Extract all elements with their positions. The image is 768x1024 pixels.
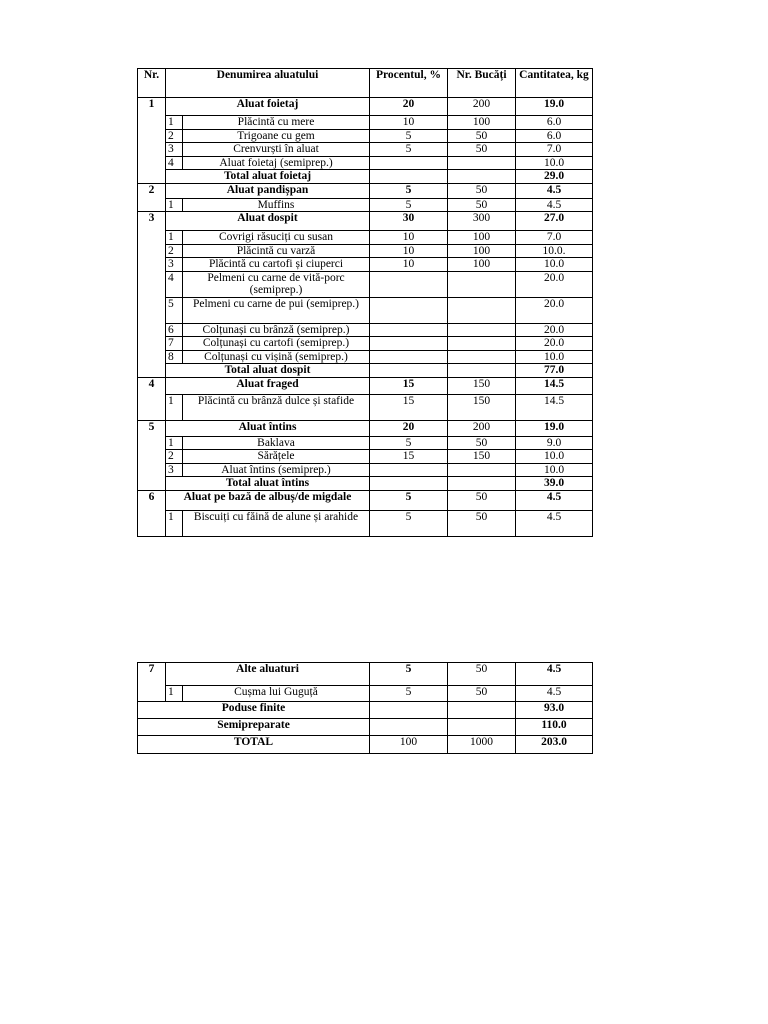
- item-number: 1: [166, 198, 183, 212]
- item-percent: 5: [370, 686, 448, 702]
- item-name: Biscuiți cu făină de alune și arahide: [183, 510, 370, 536]
- item-number: 2: [166, 244, 183, 258]
- item-pieces: 100: [448, 258, 516, 272]
- item-number: 1: [166, 231, 183, 245]
- item-name: Plăcintă cu brânză dulce și stafide: [183, 394, 370, 420]
- item-percent: 5: [370, 129, 448, 143]
- item-quantity: 20.0: [516, 337, 593, 351]
- item-percent: [370, 297, 448, 323]
- item-percent: [370, 323, 448, 337]
- item-quantity: 10.0: [516, 156, 593, 170]
- item-number: 2: [166, 450, 183, 464]
- total-pieces: [448, 477, 516, 491]
- group-pieces: 300: [448, 212, 516, 231]
- group-row: [138, 98, 593, 116]
- item-name: Colțunași cu cartofi (semiprep.): [183, 337, 370, 351]
- item-percent: [370, 156, 448, 170]
- item-number: 7: [166, 337, 183, 351]
- item-percent: 10: [370, 258, 448, 272]
- group-number: 7: [138, 663, 166, 702]
- item-percent: 15: [370, 450, 448, 464]
- item-pieces: 50: [448, 129, 516, 143]
- summary-pieces: 1000: [448, 736, 516, 754]
- group-quantity: 19.0: [516, 98, 593, 116]
- item-row: [138, 450, 593, 464]
- item-name: Muffins: [183, 198, 370, 212]
- summary-label: Poduse finite: [138, 702, 370, 719]
- item-quantity: 7.0: [516, 231, 593, 245]
- item-pieces: 50: [448, 686, 516, 702]
- item-name: Colțunași cu brânză (semiprep.): [183, 323, 370, 337]
- item-pieces: 50: [448, 198, 516, 212]
- item-row: [138, 116, 593, 130]
- item-name: Aluat întins (semiprep.): [183, 463, 370, 477]
- item-row: [138, 244, 593, 258]
- summary-row: [138, 719, 593, 736]
- group-pieces: 50: [448, 490, 516, 510]
- item-name: Colțunași cu vișină (semiprep.): [183, 350, 370, 364]
- item-pieces: [448, 156, 516, 170]
- total-percent: [370, 364, 448, 378]
- item-name: Plăcintă cu varză: [183, 244, 370, 258]
- header-quantity: Cantitatea, kg: [516, 69, 593, 98]
- item-percent: [370, 463, 448, 477]
- summary-row: [138, 736, 593, 754]
- group-pieces: 200: [448, 420, 516, 436]
- group-quantity: 4.5: [516, 490, 593, 510]
- total-pieces: [448, 170, 516, 184]
- item-pieces: [448, 323, 516, 337]
- group-name: Aluat întins: [166, 420, 370, 436]
- item-pieces: 50: [448, 510, 516, 536]
- group-name: Alte aluaturi: [166, 663, 370, 686]
- item-percent: [370, 271, 448, 297]
- item-pieces: 50: [448, 143, 516, 157]
- item-number: 1: [166, 116, 183, 130]
- group-quantity: 14.5: [516, 377, 593, 394]
- item-percent: 5: [370, 143, 448, 157]
- item-number: 5: [166, 297, 183, 323]
- item-name: Aluat foietaj (semiprep.): [183, 156, 370, 170]
- summary-quantity: 93.0: [516, 702, 593, 719]
- summary-label: Semipreparate: [138, 719, 370, 736]
- item-number: 3: [166, 463, 183, 477]
- item-quantity: 4.5: [516, 510, 593, 536]
- item-name: Covrigi răsuciți cu susan: [183, 231, 370, 245]
- item-name: Crenvurști în aluat: [183, 143, 370, 157]
- group-number: 6: [138, 490, 166, 536]
- item-number: 3: [166, 143, 183, 157]
- item-number: 1: [166, 510, 183, 536]
- total-pieces: [448, 364, 516, 378]
- item-row: [138, 463, 593, 477]
- item-row: [138, 436, 593, 450]
- group-quantity: 4.5: [516, 183, 593, 198]
- group-percent: 30: [370, 212, 448, 231]
- item-row: [138, 198, 593, 212]
- header-name: Denumirea aluatului: [166, 69, 370, 98]
- item-name: Trigoane cu gem: [183, 129, 370, 143]
- item-quantity: 10.0: [516, 450, 593, 464]
- total-label: Total aluat dospit: [166, 364, 370, 378]
- item-pieces: 100: [448, 231, 516, 245]
- item-pieces: [448, 297, 516, 323]
- item-percent: [370, 350, 448, 364]
- group-number: 3: [138, 212, 166, 378]
- item-name: Baklava: [183, 436, 370, 450]
- item-percent: 5: [370, 510, 448, 536]
- item-row: [138, 129, 593, 143]
- item-number: 4: [166, 156, 183, 170]
- item-quantity: 10.0: [516, 258, 593, 272]
- item-pieces: 50: [448, 436, 516, 450]
- item-percent: [370, 337, 448, 351]
- group-pieces: 50: [448, 663, 516, 686]
- summary-pieces: [448, 719, 516, 736]
- item-row: [138, 350, 593, 364]
- total-row: [138, 477, 593, 491]
- group-row: [138, 663, 593, 686]
- group-row: [138, 420, 593, 436]
- summary-percent: [370, 719, 448, 736]
- item-pieces: [448, 271, 516, 297]
- item-quantity: 20.0: [516, 297, 593, 323]
- group-number: 1: [138, 98, 166, 184]
- group-row: [138, 212, 593, 231]
- group-percent: 15: [370, 377, 448, 394]
- dough-table-continued: [137, 662, 593, 754]
- item-name: Plăcintă cu mere: [183, 116, 370, 130]
- item-percent: 15: [370, 394, 448, 420]
- group-name: Aluat dospit: [166, 212, 370, 231]
- item-row: [138, 297, 593, 323]
- item-pieces: 150: [448, 450, 516, 464]
- group-pieces: 200: [448, 98, 516, 116]
- total-quantity: 77.0: [516, 364, 593, 378]
- group-percent: 5: [370, 490, 448, 510]
- header-pieces: Nr. Bucăți: [448, 69, 516, 98]
- header-row: [138, 69, 593, 98]
- item-quantity: 10.0: [516, 463, 593, 477]
- group-number: 5: [138, 420, 166, 490]
- item-number: 1: [166, 394, 183, 420]
- summary-quantity: 203.0: [516, 736, 593, 754]
- item-quantity: 4.5: [516, 198, 593, 212]
- group-number: 2: [138, 183, 166, 212]
- item-name: Plăcintă cu cartofi și ciuperci: [183, 258, 370, 272]
- item-quantity: 7.0: [516, 143, 593, 157]
- group-quantity: 27.0: [516, 212, 593, 231]
- item-row: [138, 143, 593, 157]
- item-number: 6: [166, 323, 183, 337]
- group-quantity: 19.0: [516, 420, 593, 436]
- item-row: [138, 337, 593, 351]
- item-quantity: 20.0: [516, 323, 593, 337]
- group-percent: 20: [370, 420, 448, 436]
- item-pieces: 100: [448, 244, 516, 258]
- item-quantity: 20.0: [516, 271, 593, 297]
- total-percent: [370, 170, 448, 184]
- total-quantity: 29.0: [516, 170, 593, 184]
- total-percent: [370, 477, 448, 491]
- item-row: [138, 394, 593, 420]
- item-percent: 10: [370, 116, 448, 130]
- total-quantity: 39.0: [516, 477, 593, 491]
- group-row: [138, 490, 593, 510]
- item-row: [138, 156, 593, 170]
- item-number: 4: [166, 271, 183, 297]
- item-name: Pelmeni cu carne de vită-porc (semiprep.): [183, 271, 370, 297]
- total-row: [138, 364, 593, 378]
- item-quantity: 6.0: [516, 129, 593, 143]
- item-pieces: 100: [448, 116, 516, 130]
- summary-quantity: 110.0: [516, 719, 593, 736]
- group-pieces: 150: [448, 377, 516, 394]
- header-nr: Nr.: [138, 69, 166, 98]
- item-quantity: 14.5: [516, 394, 593, 420]
- item-pieces: 150: [448, 394, 516, 420]
- item-pieces: [448, 463, 516, 477]
- group-pieces: 50: [448, 183, 516, 198]
- group-percent: 5: [370, 663, 448, 686]
- group-name: Aluat fraged: [166, 377, 370, 394]
- item-name: Pelmeni cu carne de pui (semiprep.): [183, 297, 370, 323]
- item-pieces: [448, 350, 516, 364]
- item-percent: 5: [370, 436, 448, 450]
- item-quantity: 6.0: [516, 116, 593, 130]
- item-name: Cușma lui Guguță: [183, 686, 370, 702]
- item-quantity: 10.0: [516, 350, 593, 364]
- item-number: 1: [166, 686, 183, 702]
- total-label: Total aluat foietaj: [166, 170, 370, 184]
- item-percent: 5: [370, 198, 448, 212]
- total-label: Total aluat întins: [166, 477, 370, 491]
- item-pieces: [448, 337, 516, 351]
- summary-label: TOTAL: [138, 736, 370, 754]
- item-quantity: 4.5: [516, 686, 593, 702]
- header-percent: Procentul, %: [370, 69, 448, 98]
- dough-table: [137, 68, 593, 537]
- item-number: 1: [166, 436, 183, 450]
- group-percent: 20: [370, 98, 448, 116]
- group-row: [138, 377, 593, 394]
- item-number: 2: [166, 129, 183, 143]
- item-row: [138, 510, 593, 536]
- summary-row: [138, 702, 593, 719]
- group-number: 4: [138, 377, 166, 420]
- summary-pieces: [448, 702, 516, 719]
- summary-percent: 100: [370, 736, 448, 754]
- item-number: 3: [166, 258, 183, 272]
- item-row: [138, 258, 593, 272]
- group-name: Aluat foietaj: [166, 98, 370, 116]
- group-quantity: 4.5: [516, 663, 593, 686]
- item-quantity: 9.0: [516, 436, 593, 450]
- item-quantity: 10.0.: [516, 244, 593, 258]
- item-row: [138, 686, 593, 702]
- group-percent: 5: [370, 183, 448, 198]
- total-row: [138, 170, 593, 184]
- item-row: [138, 271, 593, 297]
- item-percent: 10: [370, 231, 448, 245]
- item-percent: 10: [370, 244, 448, 258]
- item-name: Sărățele: [183, 450, 370, 464]
- item-row: [138, 231, 593, 245]
- item-row: [138, 323, 593, 337]
- item-number: 8: [166, 350, 183, 364]
- group-name: Aluat pandișpan: [166, 183, 370, 198]
- group-name: Aluat pe bază de albuș/de migdale: [166, 490, 370, 510]
- summary-percent: [370, 702, 448, 719]
- group-row: [138, 183, 593, 198]
